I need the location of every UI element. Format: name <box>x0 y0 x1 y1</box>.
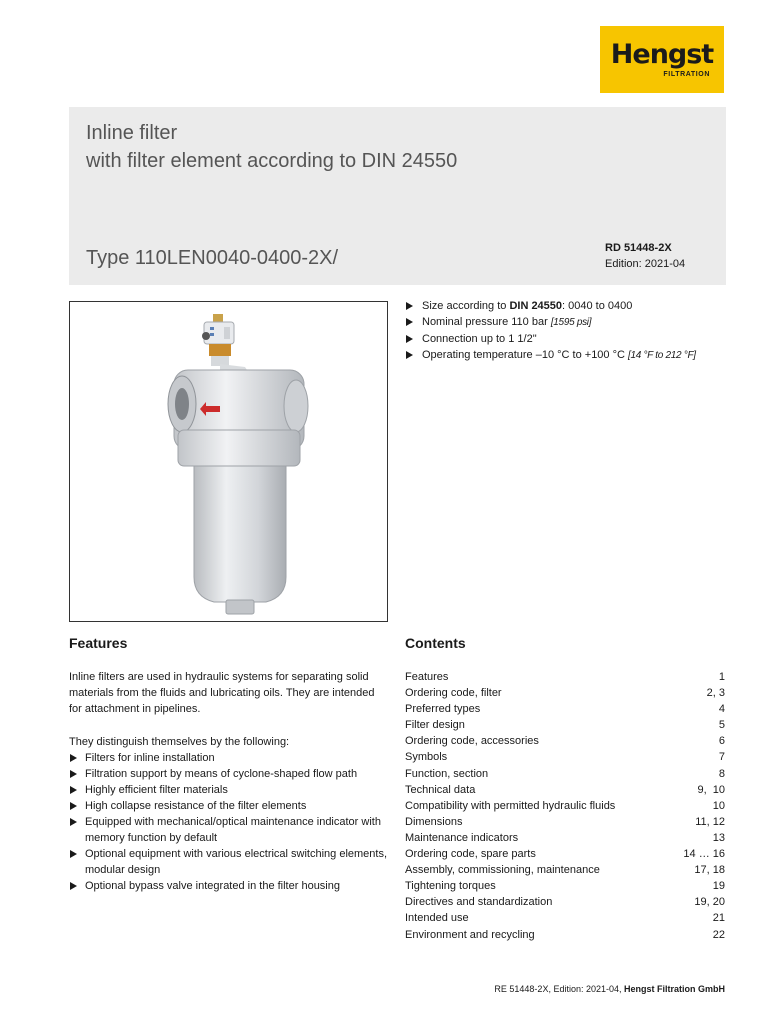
toc-label: Dimensions <box>405 815 463 828</box>
key-specs-list <box>405 298 735 364</box>
inline-filter-illustration <box>70 302 387 621</box>
bullet-triangle-icon <box>70 770 77 778</box>
toc-row[interactable] <box>405 894 725 910</box>
page-title-line1: Inline filter <box>86 122 178 144</box>
toc-page: 9, 10 <box>697 783 725 796</box>
toc-row[interactable] <box>405 717 725 733</box>
toc-page: 5 <box>718 719 725 732</box>
toc-label: Ordering code, spare parts <box>405 848 536 861</box>
bullet-triangle-icon <box>70 850 77 858</box>
toc-page: 19 <box>712 880 725 893</box>
toc-row[interactable] <box>405 846 725 862</box>
type-designation: Type 110LEN0040-0400-2X/ <box>86 247 339 269</box>
feature-item: Optional bypass valve integrated in the filter housing <box>69 878 389 894</box>
bullet-triangle-icon <box>406 351 413 359</box>
toc-page: 14 … 16 <box>683 848 725 861</box>
toc-label: Assembly, commissioning, maintenance <box>405 864 600 877</box>
toc-row[interactable] <box>405 669 725 685</box>
bullet-triangle-icon <box>70 786 77 794</box>
spec-item: Size according to DIN 24550: 0040 to 0400 <box>405 298 735 314</box>
toc-label: Maintenance indicators <box>405 831 519 844</box>
toc-label: Symbols <box>405 751 448 764</box>
logo-subtitle: FILTRATION <box>663 71 710 78</box>
toc-row[interactable] <box>405 782 725 798</box>
toc-label: Features <box>405 671 449 683</box>
toc-page: 2, 3 <box>706 687 725 700</box>
spec-item: Nominal pressure 110 bar [1595 psi] <box>405 314 735 331</box>
contents-heading: Contents <box>405 635 466 651</box>
product-image-frame <box>69 301 388 622</box>
feature-item: Highly efficient filter materials <box>69 782 389 798</box>
toc-row[interactable] <box>405 910 725 926</box>
toc-page: 19, 20 <box>694 896 725 909</box>
bullet-triangle-icon <box>70 802 77 810</box>
toc-page: 4 <box>718 703 725 716</box>
toc-row[interactable] <box>405 749 725 765</box>
toc-page: 8 <box>718 767 725 780</box>
toc-page: 7 <box>718 751 725 764</box>
toc-label: Ordering code, accessories <box>405 735 539 748</box>
feature-item: Filters for inline installation <box>69 750 389 766</box>
toc-label: Directives and standardization <box>405 896 553 909</box>
toc-label: Filter design <box>405 719 465 732</box>
bullet-triangle-icon <box>406 335 413 343</box>
feature-item: Equipped with mechanical/optical maintenance indicator with memory function by default <box>69 814 389 846</box>
document-number: RD 51448-2X <box>605 242 672 254</box>
page-footer <box>494 984 725 994</box>
toc-label: Compatibility with permitted hydraulic fluids <box>405 799 616 812</box>
features-heading: Features <box>69 635 128 651</box>
toc-page: 21 <box>712 912 725 925</box>
feature-item: Optional equipment with various electrical switching elements, modular design <box>69 846 389 878</box>
toc-row[interactable] <box>405 927 725 943</box>
toc-row[interactable] <box>405 814 725 830</box>
features-lead: They distinguish themselves by the following: <box>69 736 290 748</box>
toc-row[interactable] <box>405 733 725 749</box>
bullet-triangle-icon <box>70 818 77 826</box>
toc-label: Function, section <box>405 767 489 780</box>
toc-row[interactable] <box>405 878 725 894</box>
spec-item: Operating temperature –10 °C to +100 °C [14 °F to 212 °F] <box>405 347 735 364</box>
features-list <box>69 750 389 894</box>
features-intro: Inline filters are used in hydraulic systems for separating solid materials from the fluids and lubricating oils. They are intended for attachment in pipelines. <box>69 671 375 715</box>
page-title-line2: with filter element according to DIN 24550 <box>86 150 458 172</box>
toc-label: Tightening torques <box>405 880 496 893</box>
toc-label: Environment and recycling <box>405 928 535 941</box>
toc-page: 1 <box>718 671 725 683</box>
toc-row[interactable] <box>405 766 725 782</box>
toc-row[interactable] <box>405 685 725 701</box>
spec-item: Connection up to 1 1/2" <box>405 331 735 347</box>
bullet-triangle-icon <box>406 318 413 326</box>
toc-label: Ordering code, filter <box>405 687 502 700</box>
bullet-triangle-icon <box>70 754 77 762</box>
toc-page: 22 <box>712 928 725 941</box>
toc-label: Intended use <box>405 912 469 925</box>
footer-company: Hengst Filtration GmbH <box>624 984 725 994</box>
toc-page: 10 <box>712 799 725 812</box>
toc-label: Technical data <box>405 783 476 796</box>
toc-row[interactable] <box>405 830 725 846</box>
toc-page: 6 <box>718 735 725 748</box>
bullet-triangle-icon <box>70 882 77 890</box>
toc-label: Preferred types <box>405 703 481 716</box>
edition-date: Edition: 2021-04 <box>605 258 686 270</box>
toc-row[interactable] <box>405 798 725 814</box>
bullet-triangle-icon <box>406 302 413 310</box>
footer-reference: RE 51448-2X, Edition: 2021-04, <box>494 984 624 994</box>
table-of-contents <box>405 669 725 943</box>
toc-page: 17, 18 <box>694 864 725 877</box>
logo-wordmark: Hengst <box>610 39 714 70</box>
header-band <box>69 107 726 285</box>
feature-item: High collapse resistance of the filter elements <box>69 798 389 814</box>
toc-page: 13 <box>712 831 725 844</box>
toc-page: 11, 12 <box>695 815 725 828</box>
feature-item: Filtration support by means of cyclone-shaped flow path <box>69 766 389 782</box>
toc-row[interactable] <box>405 701 725 717</box>
toc-row[interactable] <box>405 862 725 878</box>
hengst-logo <box>600 26 724 93</box>
